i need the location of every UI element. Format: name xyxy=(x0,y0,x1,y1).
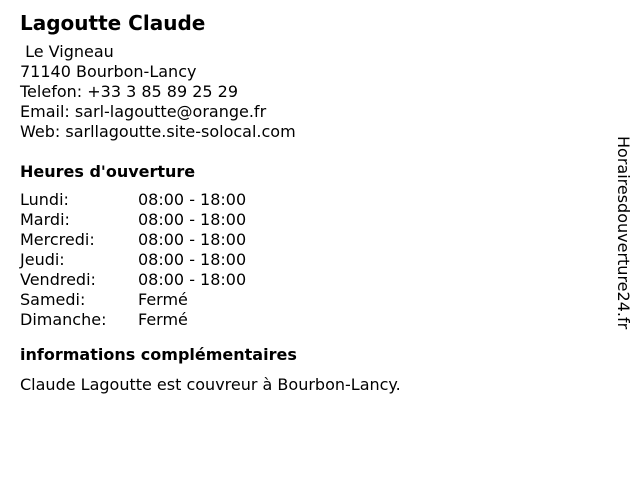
business-card xyxy=(20,10,600,395)
business-name: Lagoutte Claude xyxy=(20,11,206,35)
hours-time: 08:00 - 18:00 xyxy=(138,210,247,229)
email-line[interactable]: Email: sarl-lagoutte@orange.fr xyxy=(20,102,267,121)
hours-row xyxy=(20,270,600,290)
hours-time: 08:00 - 18:00 xyxy=(138,270,247,289)
hours-row xyxy=(20,310,600,330)
address-city: 71140 Bourbon-Lancy xyxy=(20,62,197,81)
phone-line[interactable]: Telefon: +33 3 85 89 25 29 xyxy=(20,82,239,101)
hours-row xyxy=(20,230,600,250)
hours-time: 08:00 - 18:00 xyxy=(138,230,247,249)
info-text: Claude Lagoutte est couvreur à Bourbon-Lancy. xyxy=(20,375,401,394)
hours-row xyxy=(20,190,600,210)
hours-row xyxy=(20,210,600,230)
address-street: Le Vigneau xyxy=(20,42,114,61)
hours-row xyxy=(20,250,600,270)
web-line[interactable]: Web: sarllagoutte.site-solocal.com xyxy=(20,122,296,141)
hours-day: Samedi: xyxy=(20,290,86,309)
hours-day: Dimanche: xyxy=(20,310,107,329)
hours-time: 08:00 - 18:00 xyxy=(138,250,247,269)
hours-table xyxy=(20,190,600,330)
hours-row xyxy=(20,290,600,310)
hours-heading: Heures d'ouverture xyxy=(20,162,196,181)
hours-day: Mercredi: xyxy=(20,230,95,249)
hours-day: Vendredi: xyxy=(20,270,96,289)
address-block xyxy=(20,42,600,142)
info-heading: informations complémentaires xyxy=(20,345,297,364)
hours-time: Fermé xyxy=(138,310,188,329)
hours-day: Mardi: xyxy=(20,210,70,229)
hours-time: 08:00 - 18:00 xyxy=(138,190,247,209)
hours-day: Lundi: xyxy=(20,190,69,209)
hours-day: Jeudi: xyxy=(20,250,65,269)
site-brand-vertical[interactable]: Horairesdouverture24.fr xyxy=(614,136,633,330)
hours-time: Fermé xyxy=(138,290,188,309)
